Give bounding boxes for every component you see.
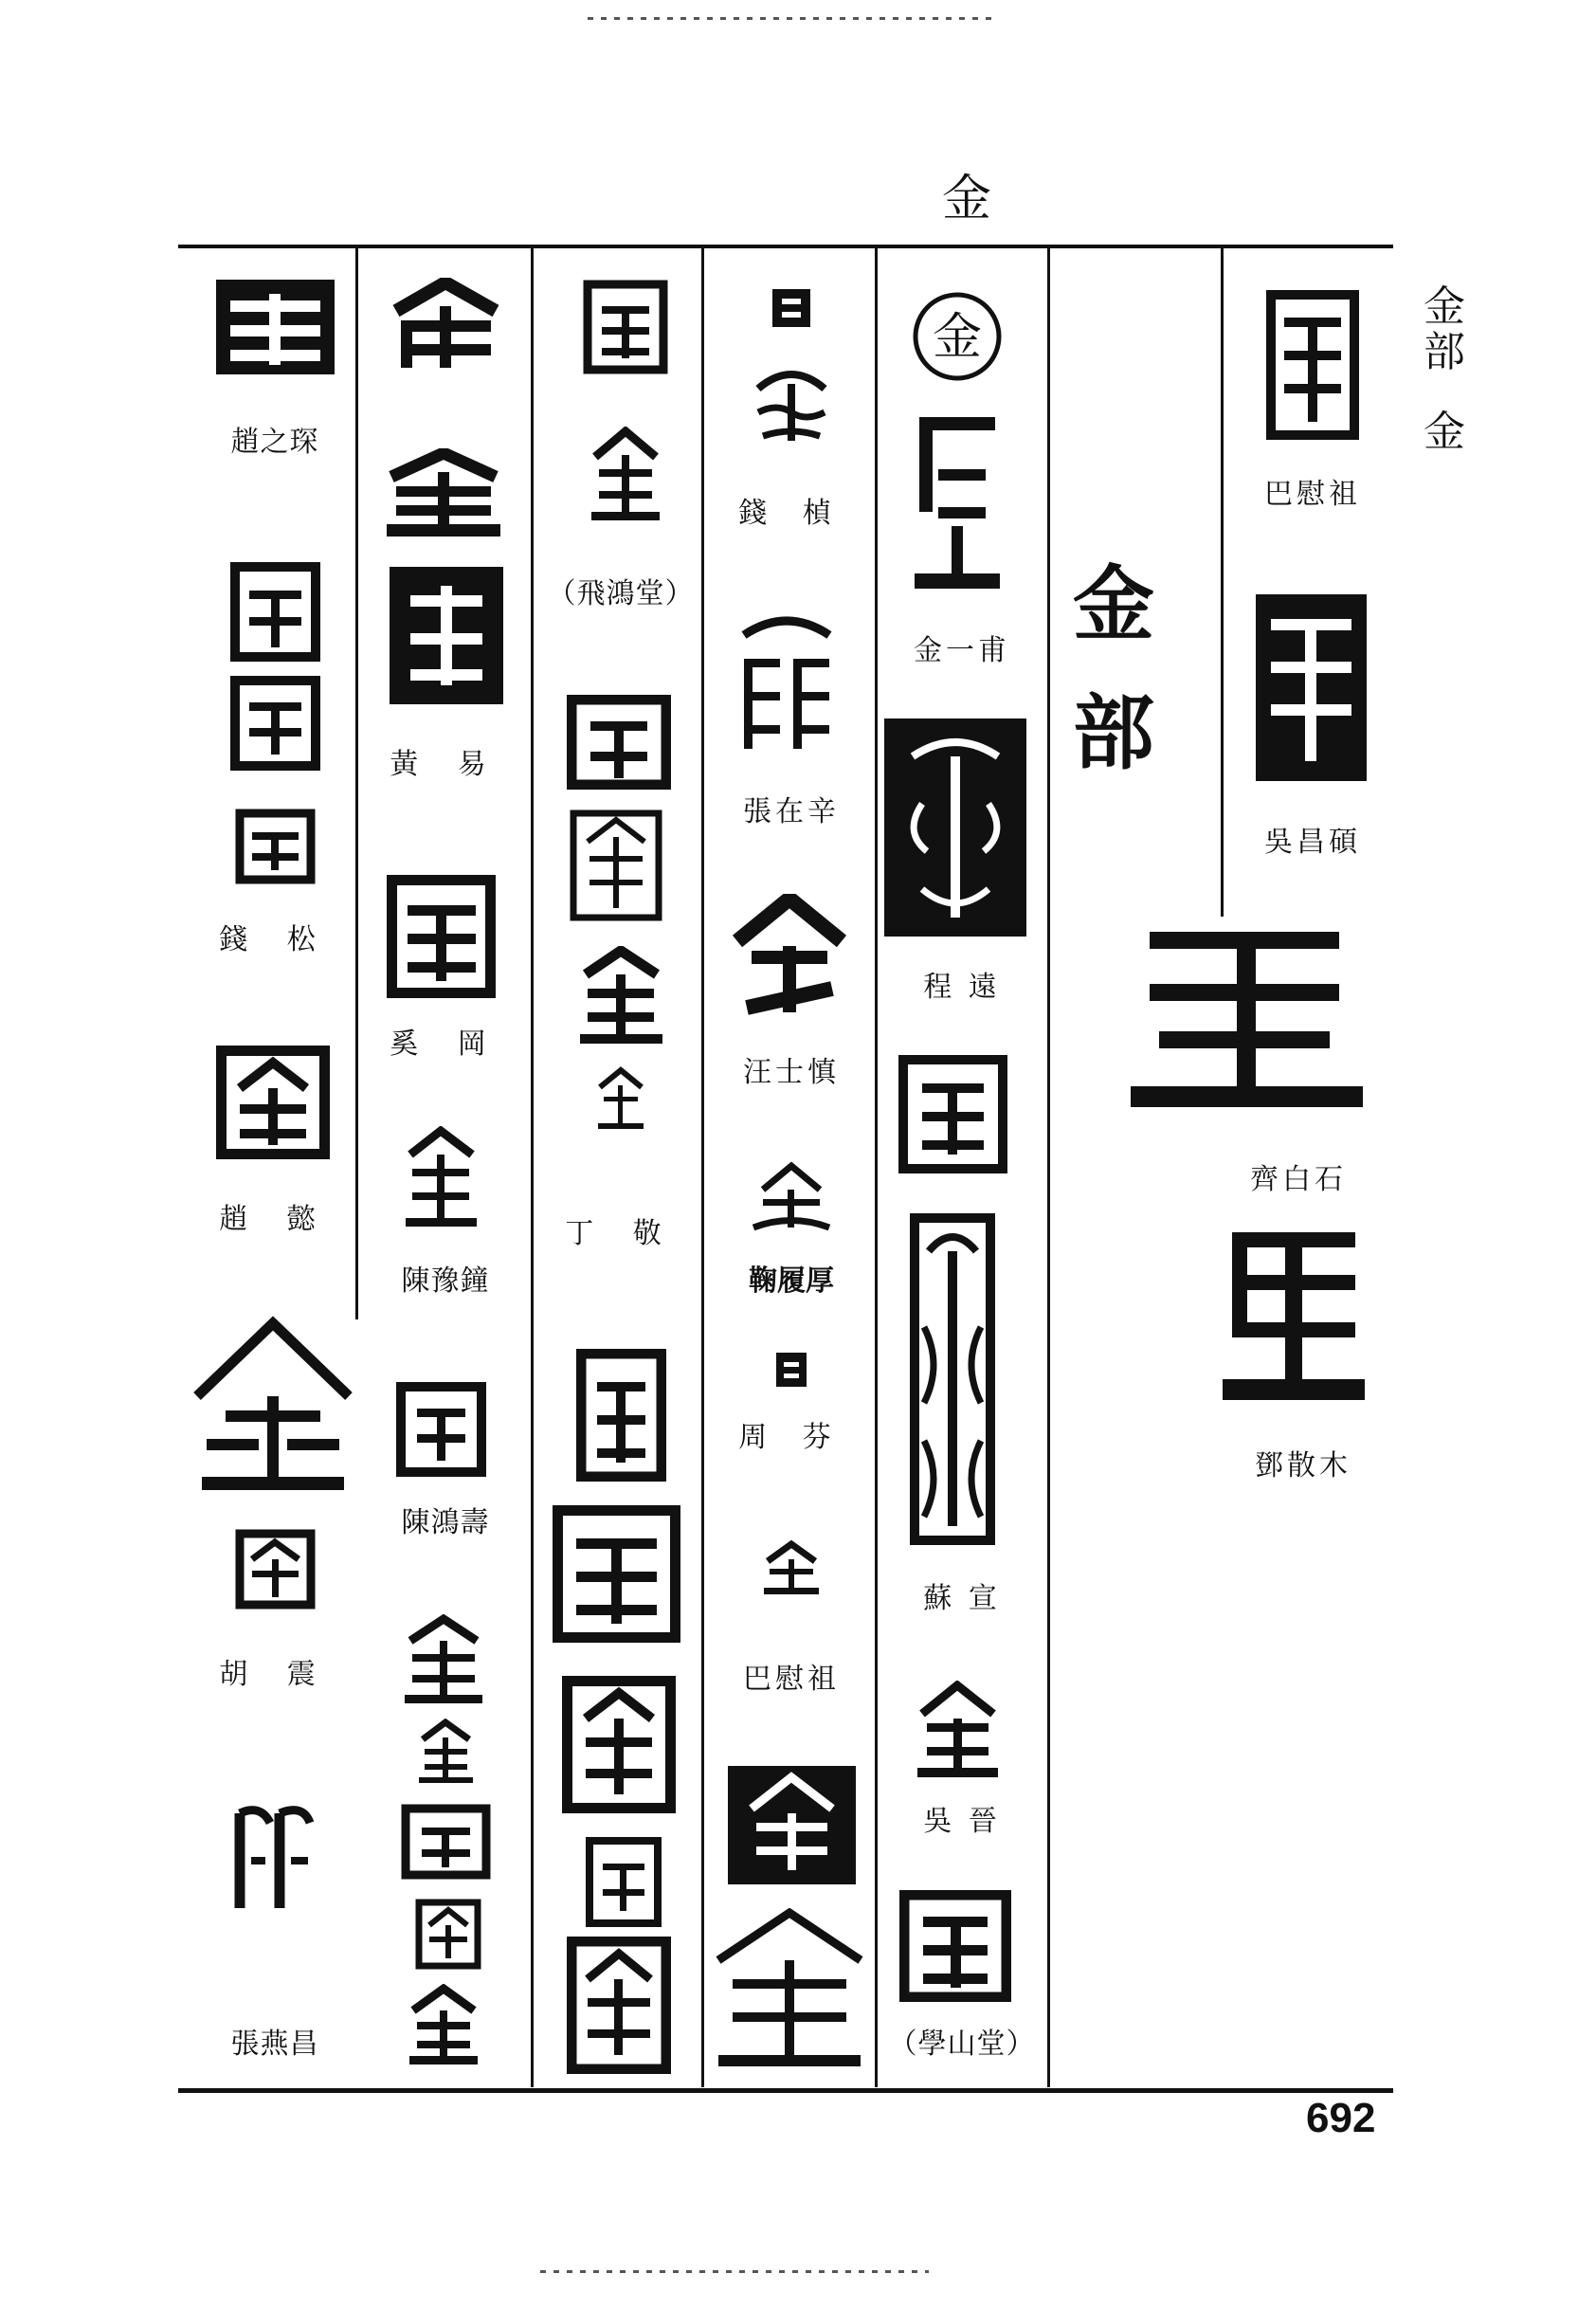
artist-label: 鞠履厚: [749, 1264, 834, 1298]
seal-glyph: [583, 422, 668, 526]
column-divider: [355, 248, 358, 1319]
artist-label: （飛鴻堂）: [547, 577, 695, 610]
seal-glyph: [387, 564, 505, 706]
artist-label: 巴慰祖: [743, 1663, 840, 1696]
artist-label: 吳 晉: [923, 1805, 1001, 1838]
seal-glyph: [583, 1834, 663, 1929]
seal-glyph: [725, 1763, 858, 1886]
section-title-1: 金: [1073, 557, 1154, 652]
seal-glyph: [905, 284, 1009, 389]
seal-glyph: [578, 275, 673, 379]
column-divider: [1047, 248, 1050, 2087]
seal-glyph: [213, 275, 336, 379]
section-title-2: 部: [1073, 686, 1154, 781]
side-heading-2: 部: [1424, 328, 1465, 376]
artist-label: 張在辛: [743, 795, 840, 828]
seal-glyph: [905, 1209, 1000, 1550]
artist-label: 趙之琛: [230, 426, 319, 459]
artist-label: 汪士慎: [743, 1056, 840, 1089]
seal-glyph: [1249, 588, 1372, 787]
svg-text:金: 金: [932, 309, 983, 366]
seal-glyph: [227, 559, 322, 664]
seal-glyph: [753, 1536, 829, 1602]
side-heading: [1414, 284, 1475, 455]
seal-glyph: [881, 716, 1028, 938]
seal-glyph: [573, 943, 668, 1047]
seal-glyph: [190, 1313, 355, 1502]
seal-glyph: [896, 1052, 1009, 1175]
seal-glyph: [227, 673, 322, 773]
section-title: [1061, 559, 1166, 779]
column-divider: [701, 248, 704, 2087]
artist-label: 陳鴻壽: [401, 1506, 490, 1539]
seal-glyph: [910, 1678, 1005, 1782]
scan-noise-bottom: [540, 2270, 929, 2273]
seal-glyph: [900, 408, 1014, 597]
seal-glyph: [384, 275, 507, 374]
seal-glyph: [1218, 1223, 1369, 1412]
column-divider: [875, 248, 878, 2087]
artist-label: 巴慰祖: [1264, 478, 1361, 511]
seal-glyph: [559, 1673, 678, 1815]
artist-label: 鄧散木: [1255, 1449, 1351, 1482]
seal-glyph: [763, 1346, 820, 1393]
seal-glyph: [550, 1502, 682, 1645]
seal-glyph: [232, 1526, 317, 1611]
artist-label: 陳豫鐘: [401, 1264, 490, 1298]
artist-label: 奚 岡: [390, 1028, 501, 1061]
seal-glyph: [412, 1896, 483, 1972]
seal-glyph: [573, 1346, 668, 1483]
page-number: 692: [1306, 2095, 1376, 2141]
artist-label: 趙 懿: [219, 1203, 331, 1236]
seal-glyph: [1118, 924, 1374, 1119]
seal-glyph: [706, 1905, 872, 2076]
artist-label: 丁 敬: [565, 1217, 677, 1250]
seal-glyph: [730, 602, 843, 763]
seal-glyph: [379, 446, 507, 540]
seal-glyph: [398, 1611, 488, 1706]
artist-label: 吳昌碩: [1264, 826, 1361, 859]
seal-glyph: [412, 1716, 479, 1787]
artist-label: 周 芬: [738, 1421, 844, 1454]
seal-glyph: [398, 1801, 493, 1882]
artist-label: 金一甫: [914, 634, 1010, 667]
seal-glyph: [384, 872, 498, 1000]
column-divider: [1221, 248, 1224, 917]
seal-glyph: [564, 1934, 673, 2076]
seal-glyph: [398, 1123, 483, 1232]
artist-label: 黃 易: [390, 748, 501, 781]
seal-glyph: [232, 806, 317, 886]
artist-label: 錢 松: [219, 923, 331, 956]
seal-glyph: [213, 1043, 332, 1161]
column-divider: [531, 248, 534, 2087]
seal-glyph: [725, 891, 853, 1019]
seal-glyph: [393, 1379, 488, 1479]
scan-noise-top: [588, 17, 995, 20]
seal-glyph: [564, 692, 673, 791]
seal-glyph: [744, 1156, 839, 1242]
artist-label: （學山堂）: [888, 2028, 1036, 2061]
seal-glyph: [403, 1981, 483, 2066]
artist-label: 胡 震: [219, 1658, 331, 1691]
artist-label: 錢 楨: [738, 497, 844, 530]
artist-label: 齊白石: [1250, 1163, 1347, 1196]
seal-glyph: [896, 1886, 1014, 2005]
side-heading-1: 金: [1424, 282, 1465, 331]
seal-glyph: [213, 1801, 336, 1924]
seal-glyph: [1260, 284, 1365, 446]
seal-glyph: [744, 355, 839, 450]
artist-label: 蘇 宣: [923, 1582, 1001, 1615]
seal-glyph: [564, 806, 668, 924]
artist-label: 程 遠: [923, 971, 1001, 1004]
side-heading-3: 金: [1424, 408, 1465, 456]
seal-glyph: [763, 284, 820, 332]
page-header-char: 金: [941, 171, 991, 227]
artist-label: 張燕昌: [230, 2028, 319, 2061]
seal-glyph: [588, 1062, 654, 1137]
